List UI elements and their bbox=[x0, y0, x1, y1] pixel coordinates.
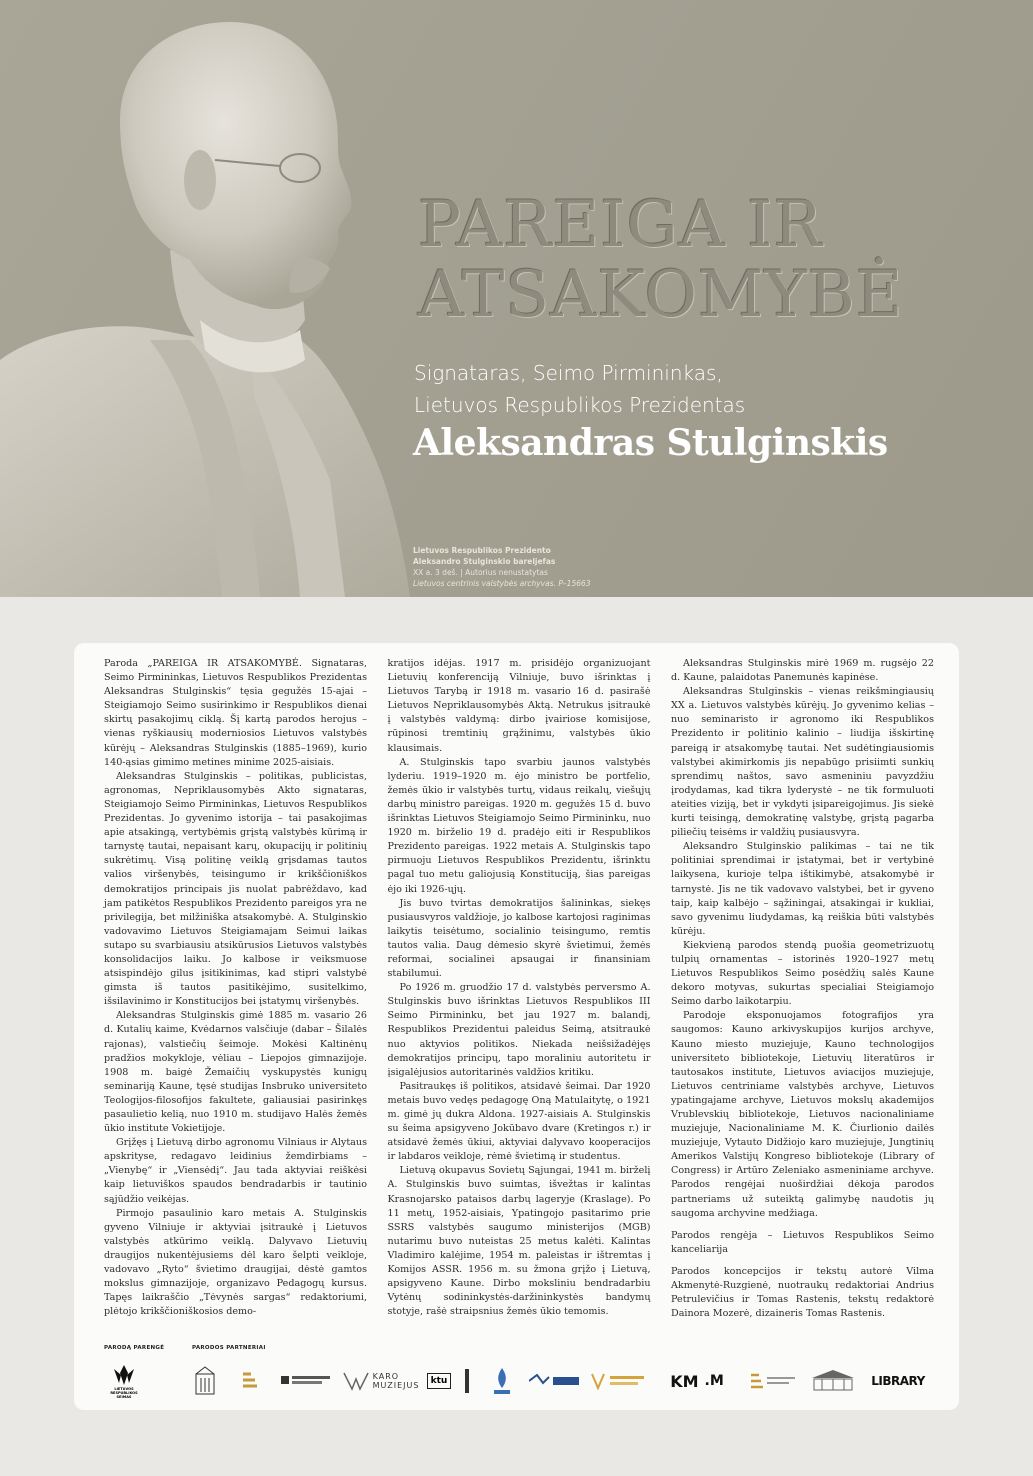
paragraph: Kiekvieną parodos stendą puošia geometrizuotų tulpių ornamentas – istorinės 1920–1927 metų Lietuvos Respublikos Seimo posėdžių salės Kaune dekoro motyvas, sukurtas specialiai Steigiamojo Seimo darbo laikotarpiu. bbox=[671, 939, 934, 1008]
partner-logo-4 bbox=[342, 1361, 370, 1401]
text-column-2 bbox=[388, 657, 651, 1321]
paragraph: Pirmojo pasaulinio karo metais A. Stulginskis gyveno Vilniuje ir aktyviai įsitraukė į Lietuvos valstybės atkūrimo veiklą. Dalyvavo Lietuvių draugijos nukentėjusiems dėl karo šelpti veikloje, vadovavo „Ryto“ švietimo draugijai, dėstė gamtos mokslus gimnazijoje, organizavo Pedagogų kursus. Tapęs laikraščio „Tėvynės sargas“ redaktoriumi, plėtojo krikščioniškosios demo- bbox=[104, 1207, 367, 1318]
paragraph: Pasitraukęs iš politikos, atsidavė šeimai. Dar 1920 metais buvo vedęs pedagogę Oną Matulaitytę, o 1921 m. gimė jų dukra Aldona. 1927-aisiais A. Stulginskis su šeima apsigyveno Jokūbavo dvare (Kretingos r.) ir atsidavė žemės ūkiui, aktyviai dalyvavo kooperacijos ir labdaros veikloje, rėmė švietimą ir studentus. bbox=[387, 1080, 651, 1163]
body-text bbox=[104, 657, 934, 1321]
partner-logo-7 bbox=[488, 1361, 516, 1401]
partners-label: PARODOS PARTNERIAI bbox=[192, 1345, 266, 1351]
partner-logo-3 bbox=[280, 1361, 332, 1401]
subtitle-line-1: Signataras, Seimo Pirmininkas, bbox=[414, 361, 723, 385]
caption-line-4: Lietuvos centrinis valstybės archyvas. P–15663 bbox=[413, 579, 591, 588]
karo-logo-text: KARO MUZIEJUS bbox=[372, 1372, 420, 1390]
paragraph: Parodoje eksponuojamos fotografijos yra saugomos: Kauno arkivyskupijos kurijos archyve, Kauno miesto muziejuje, Kauno technologijos universiteto bibliotekoje, Lietuvių literatūros ir tautosakos institute, Lietuvos aviacijos muziejuje, Lietuvos centriniame valstybės archyve, Lietuvos ypatingajame archyve, Lietuvos mokslų akademijos Vrublevskių bibliotekoje, Lietuvos nacionaliniame muziejuje, Nacionaliniame M. K. Čiurlionio dailės muziejuje, Vytauto Didžiojo karo muziejuje, Jungtinių Amerikos Valstijų Kongreso bibliotekoje (Library of Congress) ir Artūro Zeleniako asmeniniame archyve. Parodos rengėjai nuoširdžiai dėkoja parodos partneriams už suteiktą galimybę naudotis jų saugoma archyvine medžiaga. bbox=[671, 1010, 934, 1219]
authors-credit: Parodos koncepcijos ir tekstų autorė Vilma Akmenytė-Ruzgienė, nuotraukų redaktoriai Andrius Petrulevičius ir Tomas Rastenis, tekstų redaktorė Dainora Mozerė, dizaineris Tomas Rastenis. bbox=[671, 1265, 934, 1320]
partner-logo-km: KM .M bbox=[670, 1371, 724, 1391]
organizer-credit: Parodos rengėja – Lietuvos Respublikos Seimo kanceliarija bbox=[671, 1229, 934, 1255]
partner-logo-6 bbox=[456, 1361, 478, 1401]
hero-banner bbox=[0, 0, 1033, 597]
partner-logo-9 bbox=[590, 1361, 646, 1401]
footer-logos bbox=[104, 1345, 934, 1405]
paragraph: Aleksandras Stulginskis mirė 1969 m. rugsėjo 22 d. Kaune, palaidotas Panemunės kapinėse. bbox=[671, 658, 934, 684]
image-caption bbox=[413, 545, 713, 589]
partner-logo-karo bbox=[374, 1361, 418, 1401]
tulip-icon bbox=[111, 1363, 137, 1387]
paragraph: Aleksandras Stulginskis – politikas, publicistas, agronomas, Nepriklausomybės Akto signataras, Steigiamojo Seimo Pirmininkas, Lietuvos Respublikos Prezidentas. Jo gyvenimo istorija – tai pasakojimas apie atsakingą, vertybėmis grįstą valstybės kūrimą ir tarnystę tautai, nepaisant karų, okupacijų ir politinių sukrėtimų. Visą politinę veiklą grįsdamas tautos valios viršenybės, teisingumo ir krikščioniškos demokratijos principais jis nuolat pabrėždavo, kad jam patikėtos Respublikos Prezidento pareigos yra ne privilegija, bet milžiniška atsakomybė. A. Stulginskio vadovavimo Lietuvos Steigiamajam Seimui laikas sutapo su svarbiausiu atsikūrusios Lietuvos valstybės konsolidacijos laiku. Jo kalbose ir veiksmuose atsispindėjo gilus įsitikinimas, kad stipri valstybė gimsta iš tautos pasitikėjimo, susitelkimo, išsilavinimo ir Konstitucijos bei įstatymų viršenybės. bbox=[104, 770, 367, 1008]
paragraph: Grįžęs į Lietuvą dirbo agronomu Vilniaus ir Alytaus apskrityse, redagavo leidinius žemdirbiams – „Vienybę“ ir „Viensėdį“. Jau tada aktyviai reiškėsi kaip lietuviškos spaudos bendradarbis ir tautinio sąjūdžio veikėjas. bbox=[104, 1137, 367, 1205]
title-line-2: ATSAKOMYBĖ bbox=[418, 258, 904, 332]
paragraph: Jis buvo tvirtas demokratijos šalininkas, siekęs pusiausvyros valdžioje, jo kalbose kartojosi raginimas laikytis teisėtumo, socialinio teisingumo, remtis tautos valia. Daug dėmesio skyrė švietimui, žemės reformai, socialinei apsaugai ir finansiniam stabilumui. bbox=[387, 897, 651, 980]
paragraph: Po 1926 m. gruodžio 17 d. valstybės perversmo A. Stulginskis buvo išrinktas Lietuvos Respublikos III Seimo Pirmininku, bet jau 1927 m. balandį, Respublikos Prezidentui paleidus Seimą, atsitraukė nuo aktyvios politikos. Niekada neišsižadėjęs demokratijos principų, tapo moraliniu autoritetu ir įsigalėjusios autoritarinės valdžios kritiku. bbox=[387, 982, 651, 1078]
km-logo-text: KM bbox=[670, 1371, 699, 1391]
library-logo-text: LIBRARY bbox=[871, 1374, 925, 1388]
paragraph: Aleksandras Stulginskis gimė 1885 m. vasario 26 d. Kutalių kaime, Kvėdarnos valsčiuje (dabar – Šilalės rajonas), valstiečių šeimoje. Mokėsi Kaltinėnų pradžios mokykloje, vėliau – Liepojos gimnazijoje. 1908 m. baigė Žemaičių vyskupystės kunigų seminariją Kaune, tęsė studijas Insbruko universiteto Teologijos-filosofijos fakultete, galiausiai pasirinkęs pasaulietio kelią, nuo 1910 m. studijavo Halės žemės ūkio institute Vokietijoje. bbox=[104, 1010, 367, 1135]
person-name: Aleksandras Stulginskis bbox=[413, 422, 888, 464]
exhibition-title bbox=[418, 190, 1018, 330]
paragraph: A. Stulginskis tapo svarbiu jaunos valstybės lyderiu. 1919–1920 m. ėjo ministro be portfelio, žemės ūkio ir valstybės turtų, vidaus reikalų, viešųjų darbų ministro pareigas. 1920 m. gegužės 15 d. buvo išrinktas Lietuvos Steigiamojo Seimo Pirmininku, nuo 1920 m. birželio 19 d. pradėjo eiti ir Respublikos Prezidento pareigas. 1922 metais A. Stulginskis tapo pirmuoju Lietuvos Respublikos Prezidentu, išrinktu pagal tuo metu galiojusią Konstituciją, šias pareigas ėjo iki 1926-ųjų. bbox=[387, 756, 651, 895]
seimas-logo bbox=[104, 1361, 144, 1401]
paragraph: kratijos idėjas. 1917 m. prisidėjo organizuojant Lietuvių konferenciją Vilniuje, buvo išrinktas į Lietuvos Tarybą ir 1918 m. vasario 16 d. pasirašė Lietuvos Nepriklausomybės Aktą. Netrukus įsitraukė į valstybės valdymą: dirbo įvairiose komisijose, rūpinosi tremtinių grąžinimu, valstybės ūkio klausimais. bbox=[387, 658, 651, 754]
subtitle-line-2: Lietuvos Respublikos Prezidentas bbox=[414, 393, 746, 417]
caption-line-3: XX a. 3 deš. | Autorius nenustatytas bbox=[413, 568, 548, 577]
partner-logo-12 bbox=[808, 1361, 858, 1401]
partner-logo-ktu bbox=[426, 1361, 452, 1401]
partner-logo-11 bbox=[748, 1361, 798, 1401]
partner-logo-library bbox=[866, 1361, 930, 1401]
caption-line-1: Lietuvos Respublikos Prezidento bbox=[413, 546, 551, 555]
title-line-1: PAREIGA IR bbox=[418, 188, 823, 262]
ktu-logo-text: ktu bbox=[427, 1373, 452, 1389]
text-column-1 bbox=[104, 657, 367, 1321]
paragraph: Lietuvą okupavus Sovietų Sąjungai, 1941 m. birželį A. Stulginskis buvo suimtas, išvežtas ir kalintas Krasnojarsko pataisos darbų lageryje (Kraslage). Po 11 metų, 1952-aisiais, Ypatingojo pasitarimo prie SSRS valstybės saugumo ministerijos (MGB) nutarimu buvo nuteistas 25 metus kalėti. Kalintas Vladimiro kalėjime, 1954 m. paleistas ir ištremtas į Komijos ASSR. 1956 m. su žmona grįžo į Lietuvą, apsigyveno Kaune. Dirbo moksliniu bendradarbiu Vytėnų sodininkystės-daržininkystės bandymų stotyje, rašė straipsnius žemės ūkio temomis. bbox=[387, 1165, 651, 1318]
seimas-logo-text: LIETUVOS RESPUBLIKOS SEIMAS bbox=[110, 1387, 138, 1399]
paragraph: Aleksandras Stulginskis – vienas reikšmingiausių XX a. Lietuvos valstybės kūrėjų. Jo gyvenimo kelias – nuo seminaristo ir agronomo iki Respublikos Prezidento ir politinio kalinio – liudija išskirtinę pareigą ir atsakomybę tautai. Net sudėtingiausiomis valstybei akimirkomis jis nepabūgo prisiimti sunkių sprendimų naštos, savo asmeniniu pavyzdžiu įrodydamas, kad tikra lyderystė – ne tik formuluoti ateities viziją, bet ir vykdyti įsipareigojimus. Jis siekė kurti teisingą, demokratinę valstybę, grįstą pagarba piliečių teisėms ir valdžių pusiausvyra. bbox=[671, 686, 934, 839]
subtitle bbox=[414, 357, 1014, 421]
caption-line-2: Aleksandro Stulginskio bareljefas bbox=[413, 557, 556, 566]
partner-logo-1 bbox=[192, 1361, 218, 1401]
paragraph: Aleksandro Stulginskio palikimas – tai ne tik politiniai sprendimai ir įstatymai, bet ir vertybinė laikysena, kurioje telpa ištikimybė, atsakomybė ir tarnystė. Jis ne tik vadovavo valstybei, bet ir gyveno taip, kaip kalbėjo – sąžiningai, atsakingai ir kukliai, savo gyvenimu liudydamas, ką reiškia būti valstybės kūrėju. bbox=[671, 841, 934, 937]
partner-logo-8 bbox=[529, 1361, 581, 1401]
partner-logo-2 bbox=[230, 1361, 270, 1401]
paragraph: Paroda „PAREIGA IR ATSAKOMYBĖ. Signataras, Seimo Pirmininkas, Lietuvos Respublikos Prezidentas Aleksandras Stulginskis“ tęsia gegužės 15-ajai – Steigiamojo Seimo susirinkimo ir Respublikos dienai skirtų pasakojimų ciklą. Šį kartą parodos herojus – vienas ryškiausių moderniosios Lietuvos valstybės kūrėjų – Aleksandras Stulginskis (1885–1969), kurio 140-ąsias gimimo metines minime 2025-aisiais. bbox=[104, 658, 367, 768]
text-column-3 bbox=[671, 657, 934, 1321]
organizer-label: PARODĄ PARENGĖ bbox=[104, 1345, 165, 1351]
